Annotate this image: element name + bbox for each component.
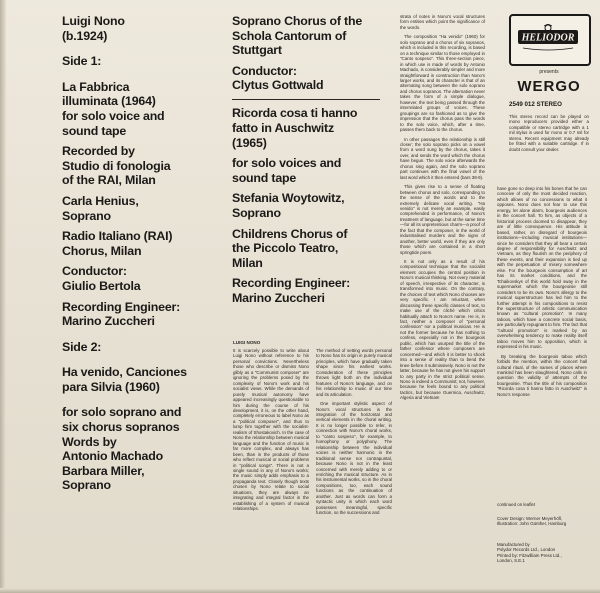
notes-paragraph: The composition "Ha venido" (1960) for solo soprano and a chorus of six sopranos, which is included in this recording, is based on a technique similar to those employed in "Canto sospeso". This three-section piece, in which use is made of words by Antonio Machado, is considerably simpler and more straightforward in construction than Nono's larger works, and its character is that of an alternating song between the solo soprano and chorus sopranos. The alternation never takes the form of a simple dialogue, however, the text being passed through the interrelated groups of voices. These groupings are so fashioned as to give the impression that the chorus pass the words to the solo voice, which, after a time, passes them back to the chorus. [400, 34, 485, 133]
programme-line: Marino Zuccheri [232, 291, 325, 305]
programme-line: Barbara Miller, [62, 463, 145, 478]
notes-author: LUIGI NONO [233, 340, 261, 345]
programme-line: Soprano [62, 478, 111, 493]
credits [497, 516, 587, 527]
spacer [62, 43, 212, 54]
notes-paragraph: It is scarcely possible to write about Luigi Nono without reference to his personal convictions. Nevertheless those who describe or dismiss Nono glibly as a "Communist composer" are ignoring the problems posed by the complexity of Nono's work and his socialist views. While the demands of purely musical autonomy have appeared increasingly questionable to him during the course of his development, it is, on the other hand, completely erroneous to label Nono as a "political composer", and thus to lump him together with the socialist-realism of Shostakovich. In the case of Nono the relationship between musical language and the function of music is far more complex, and always has been, than in the products of those who reflect musical or social problems in "political songs". There is not a single sound in any of Nono's works; the music simply adds emphasis to a propaganda text. Closely though texts chosen by Nono relate to social situations, they are always an integrating and integral factor in the establishing of a system of musical relationships. [233, 348, 309, 512]
wergo-brand: WERGO [517, 78, 581, 95]
stereo-notice: This stereo record can be played on mono reproducers provided either a compatible or stereo cartridge with a 1 mil stylus is used for mono or 0.7 mil for stereo. Recent equipment may already be fitted with a suitable cartridge. If in doubt consult your dealer. [509, 114, 589, 152]
programme-line: (b.1924) [62, 28, 108, 43]
svg-text:HELIODOR: HELIODOR [521, 32, 575, 44]
programme-line: the Piccolo Teatro, [232, 241, 339, 256]
programme-line: Marino Zuccheri [62, 314, 155, 329]
programme-line: La Fabbrica [62, 79, 130, 94]
spacer [62, 394, 212, 405]
programme-line: Recording Engineer: [62, 299, 181, 314]
programme-line: Carla Henius, [62, 193, 139, 208]
info-line: Manufactured by [497, 542, 530, 547]
programme-line: Soprano [232, 206, 281, 221]
programme-line: for solo voice and [62, 108, 165, 123]
spacer [62, 354, 212, 365]
programme-line: sound tape [62, 123, 127, 138]
programme-line: Ricorda cosa ti hanno [232, 106, 358, 121]
notes-paragraph: In other passages the relationship is still closer; the solo soprano picks on a vowel from a word sung by the chorus, takes it over, and sends the word which the chorus have begun. The solo voice afterwards the chorus sing again, and the solo soprano part continues with the final vowel of the last word which it then entered (bars 38-9). [400, 136, 485, 180]
notes-paragraph: have gone so deep into his bones that he can conceive of only the most decided reaction, which allows of no concessions to what it opposes. Nono does not fear to use this energy, let alone alarm, bourgeois audiences in the concert hall. To him, as objects of a historical process doomed to disappear, they are of little consequence. His attitude is based, rather, on disregard of bourgeois institutions—including musical institutions—since he considers that they all bear a certain degree of responsibility for Auschwitz and Vietnam, as they flourish on the periphery of these events, and their expansion is tied up with the perpetuation of misery somewhere else. For the bourgeois consumption of art has its market conditions, and the Tchaikovskys of this world hold sway in the supermarket which the bourgeoisie still considers to be its own. Nono's allergy to the musical superstructure has led him to the further attempt in his compositions to resist the superstructure of artistic communication known as "cultural promotion". In many taboos, which have a concrete social basis, are particularly repugnant to him. The fact that "cultural promotion" is marked by an overwhelming tendency to make reality itself taboo moves him to opposition, which is expressed in his music. [497, 186, 587, 350]
programme-line: of the RAI, Milan [62, 173, 156, 188]
sleeve-edge-wear [0, 0, 6, 593]
info-line: London, S.E.1 [497, 558, 525, 564]
continued-note: continued on leaflet [497, 502, 536, 507]
programme-line: Soprano Chorus of the [232, 14, 363, 28]
info-line: Printed by: Fitzwilliam Press Ltd., [497, 552, 562, 558]
info-line: Cover Design: Werner Meyerhöfl, [497, 516, 563, 521]
programme-line: Giulio Bertola [62, 278, 141, 293]
catalog-number: 2549 012 STEREO [509, 101, 562, 108]
programme-line: Recorded by [62, 144, 135, 159]
notes-paragraph: By breaking the bourgeois taboo which forbids the mention, within the concert hall cultural ritual, of the names of places where mankind has been slaughtered, Nono calls in question the validity of attempts of the bourgeoisie. Thus the title of his composition "Ricorda cosa ti hanno fatto in Auschwitz" is Nono's response [497, 353, 587, 397]
programme-line: Studio di fonologia [62, 158, 171, 173]
programme-line: illuminata (1964) [62, 94, 156, 109]
liner-notes-column-3 [400, 14, 485, 405]
heliodor-logo-icon [517, 24, 579, 52]
programme-line: Milan [232, 255, 263, 270]
programme-line: Radio Italiano (RAI) [62, 229, 173, 244]
programme-continued [232, 14, 392, 306]
programme-line: Clytus Gottwald [232, 78, 324, 93]
spacer [62, 69, 212, 80]
programme-line: Side 2: [62, 339, 102, 354]
programme-line: six chorus sopranos [62, 420, 180, 435]
info-line: Illustration: John Günther, Hamburg [497, 521, 567, 527]
programme-line: Ha venido, Canciones [62, 365, 187, 380]
programme-line: for solo voices and [232, 156, 342, 171]
programme-line: para Silvia (1960) [62, 379, 160, 394]
programme-line: sound tape [232, 170, 297, 185]
manufacturer-info [497, 542, 587, 564]
programme-line: Words by [62, 434, 117, 449]
programme-line: Chorus, Milan [62, 243, 142, 258]
notes-paragraph: It is not only as a result of his compositional technique that the socialist element occupies the central position in Nono's musical thinking. Not every material of speech, irrespective of its character, is transformed into music. On the contrary, the choices of text which Nono chooses are very specific. I am reluctant, when discussing these specific classes of text, to make use of the cliché which critics habitually attach to Nono's name. He is, in fact, neither a composer of "personal confession" nor a political musician. He is not the former because he has nothing to confess, especially not in the bourgeois public, which has usurped the title of the father confessor where composers are concerned—and which it is better to shock into a sense of reality than to bend the knee before it submissively. Nono is not the latter, because he has not given his support to any party in the strict political sense. Nono is indeed a Communist; not, however, because he feels bound to any political tactics, but because Guernica, Auschwitz, Algeria and Vietnam [400, 259, 485, 401]
programme-side-1-2 [62, 14, 212, 493]
programme-line: Schola Cantorum of [232, 28, 347, 43]
programme-line: (1965) [232, 135, 267, 150]
heliodor-logo [509, 14, 591, 66]
programme-line: for solo soprano and [62, 405, 182, 420]
programme-line: Side 1: [62, 54, 102, 69]
liner-notes-column-4 [497, 186, 587, 401]
programme-line: Stuttgart [232, 43, 282, 58]
presents-text: presents [539, 69, 559, 75]
programme-line: Recording Engineer: [232, 276, 351, 291]
notes-paragraph: One important stylistic aspect of Nono's vocal structures is the integration of the horizontal and vertical elements in the choral writing. It is no longer possible to refer, in connection with Nono's choral works, to "canto sospeso", for example, to homophony or polyphony. The relationship between the individual voices is neither harmonic in the traditional sense nor contrapuntal, because Nono is not in the least concerned with merely adding to or enriching the musical structure. As in his instrumental works, so in the choral compositions, too, each sound functions as the continuation of another. Just as words can form a syntactic unity in which each word possesses meaningful, specific function, so the successions and [316, 401, 392, 516]
programme-line: Soprano [62, 208, 111, 223]
notes-paragraph: strata of notes in Nono's vocal structures form entities which point the significance of the words. [400, 14, 485, 30]
liner-notes-column-2 [316, 348, 392, 520]
programme-line: Luigi Nono [62, 14, 125, 28]
divider-rule [232, 99, 380, 101]
programme-line: Conductor: [62, 264, 127, 279]
programme-line: fatto in Auschwitz [232, 121, 334, 136]
notes-paragraph: This gives rise to a sense of floating between chorus and solo, corresponding to the sense of the words and to the extremely delicate vocal writing. "Ha venido" is not merely an example, easily comprehended in performance, of Nono's treatment of language, but at the same time—for all its unpretentious charm—a proof of the fact that the composer, in the world of industrialised murders and the signs of another, better world, even if they are only those which are contained in a short springtide poem. [400, 184, 485, 255]
programme-line: Stefania Woytowitz, [232, 191, 345, 206]
programme-line: Conductor: [232, 63, 297, 78]
programme-line: Childrens Chorus of [232, 226, 348, 241]
notes-paragraph: The method of setting words personal to Nono has its origin in purely musical principles, which have gradually taken shape since his earliest works. Consideration of these principles throws light both on the individual features of Nono's language, and on his relationship to music of our time and its articulation. [316, 348, 392, 397]
programme-line: Antonio Machado [62, 449, 163, 464]
liner-notes-column-1 [233, 348, 309, 516]
sleeve-bottom-wear [0, 588, 600, 593]
info-line: Polydor Records Ltd., London [497, 547, 556, 553]
spacer [62, 329, 212, 340]
